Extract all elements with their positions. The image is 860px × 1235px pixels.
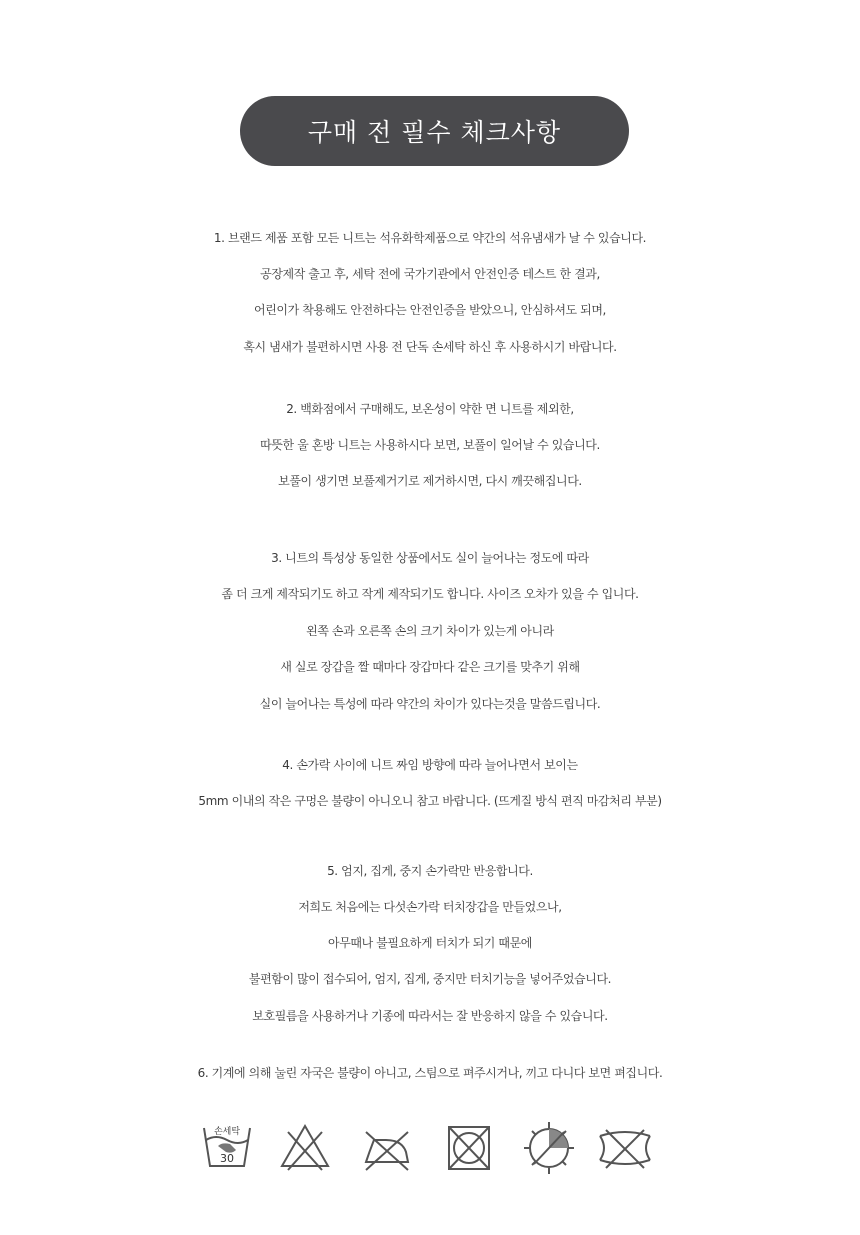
hand-wash-temp: 30 [220,1152,234,1165]
notice-line: 보호필름을 사용하거나 기종에 따라서는 잘 반응하지 않을 수 있습니다. [252,1009,608,1023]
notice-line: 불편함이 많이 접수되어, 엄지, 집게, 중지만 터치기능을 넣어주었습니다. [248,972,612,986]
page-title: 구매 전 필수 체크사항 [240,96,629,166]
notice-line: 실이 늘어나는 특성에 따라 약간의 차이가 있다는것을 말씀드립니다. [259,697,601,711]
notice-line: 새 실로 장갑을 짤 때마다 장갑마다 같은 크기를 맞추기 위해 [280,660,580,674]
no-tumble-dry-icon [438,1120,500,1176]
hand-wash-icon [196,1120,258,1176]
no-bleach-icon [274,1120,336,1176]
notice-line: 1. 브랜드 제품 포함 모든 니트는 석유화학제품으로 약간의 석유냄새가 날 수 있습니다. [213,231,647,245]
notice-line: 5. 엄지, 집게, 중지 손가락만 반응합니다. [327,864,533,878]
notice-line: 혹시 냄새가 불편하시면 사용 전 단독 손세탁 하신 후 사용하시기 바랍니다. [243,340,617,354]
no-iron-icon [356,1120,418,1176]
notice-line: 저희도 처음에는 다섯손가락 터치장갑을 만들었으나, [298,900,562,914]
notice-line: 좀 더 크게 제작되기도 하고 작게 제작되기도 합니다. 사이즈 오차가 있을 수 입니다. [221,587,639,601]
notice-line: 3. 니트의 특성상 동일한 상품에서도 실이 늘어나는 정도에 따라 [271,551,589,565]
notice-line: 보풀이 생기면 보풀제거기로 제거하시면, 다시 깨끗해집니다. [278,474,582,488]
no-dry-clean-icon [518,1120,580,1176]
notice-line: 6. 기계에 의해 눌린 자국은 불량이 아니고, 스팀으로 펴주시거나, 끼고 다니다 보면 펴집니다. [197,1066,663,1080]
notice-line: 공장제작 출고 후, 세탁 전에 국가기관에서 안전인증 테스트 한 결과, [260,267,600,281]
hand-wash-label: 손세탁 [213,1127,241,1137]
notice-line: 아무때나 불필요하게 터치가 되기 때문에 [328,936,532,950]
notice-line: 5mm 이내의 작은 구멍은 불량이 아니오니 참고 바랍니다. (뜨게질 방식 편직 마감처리 부분) [198,794,662,808]
notice-line: 따뜻한 울 혼방 니트는 사용하시다 보면, 보풀이 일어날 수 있습니다. [260,438,600,452]
notice-line: 왼쪽 손과 오른쪽 손의 크기 차이가 있는게 아니라 [306,624,554,638]
notice-line: 2. 백화점에서 구매해도, 보온성이 약한 면 니트를 제외한, [286,402,574,416]
no-wring-icon [594,1120,656,1176]
notice-line: 4. 손가락 사이에 니트 짜임 방향에 따라 늘어나면서 보이는 [282,758,578,772]
notice-line: 어린이가 착용해도 안전하다는 안전인증을 받았으니, 안심하셔도 되며, [254,303,606,317]
